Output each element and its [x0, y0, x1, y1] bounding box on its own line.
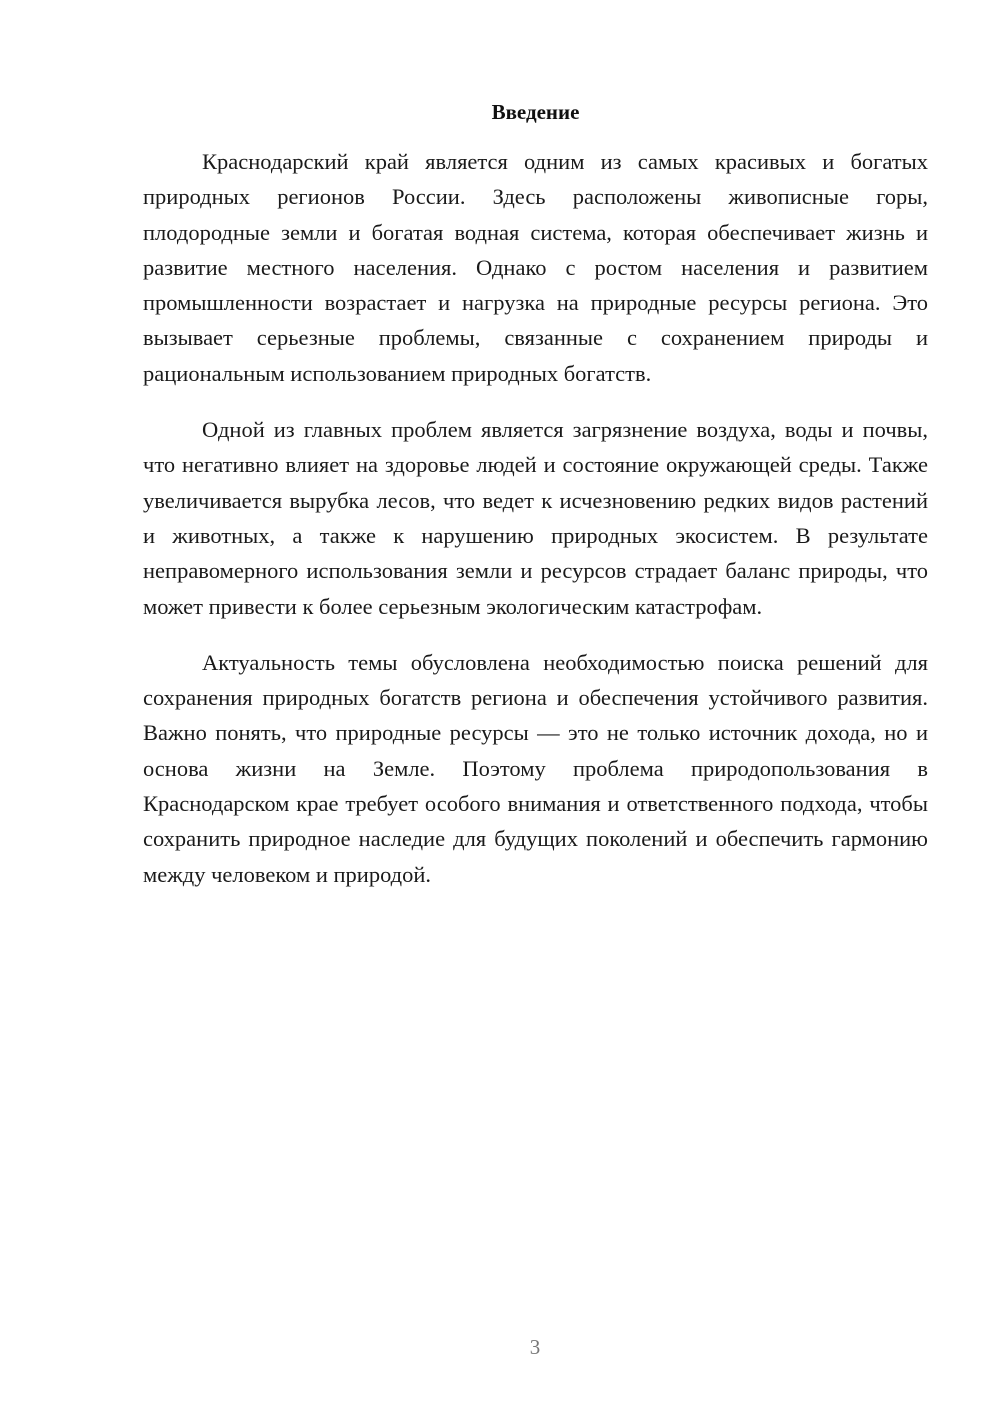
page-content: [143, 97, 928, 913]
page-number: 3: [529, 1335, 541, 1359]
paragraph-3: Актуальность темы обусловлена необходимостью поиска решений для сохранения природных богатств региона и обеспечения устойчивого развития. Важно понять, что природные ресурсы — это не только источник дохода, но и основа жизни на Земле. Поэтому проблема природопользования в Краснодарском крае требует особого внимания и ответственного подхода, чтобы сохранить природное наследие для будущих поколений и обеспечить гармонию между человеком и природой.: [143, 649, 928, 887]
paragraph-2: Одной из главных проблем является загрязнение воздуха, воды и почвы, что негативно влияет на здоровье людей и состояние окружающей среды. Также увеличивается вырубка лесов, что ведет к исчезновению редких видов растений и животных, а также к нарушению природных экосистем. В результате неправомерного использования земли и ресурсов страдает баланс природы, что может привести к более серьезным экологическим катастрофам.: [143, 417, 928, 619]
paragraph-1: Краснодарский край является одним из самых красивых и богатых природных регионов России. Здесь расположены живописные горы, плодородные земли и богатая водная система, которая обеспечивает жизнь и развитие местного населения. Однако с ростом населения и развитием промышленности возрастает и нагрузка на природные ресурсы региона. Это вызывает серьезные проблемы, связанные с сохранением природы и рациональным использованием природных богатств.: [143, 149, 928, 386]
section-heading: Введение: [491, 100, 580, 124]
